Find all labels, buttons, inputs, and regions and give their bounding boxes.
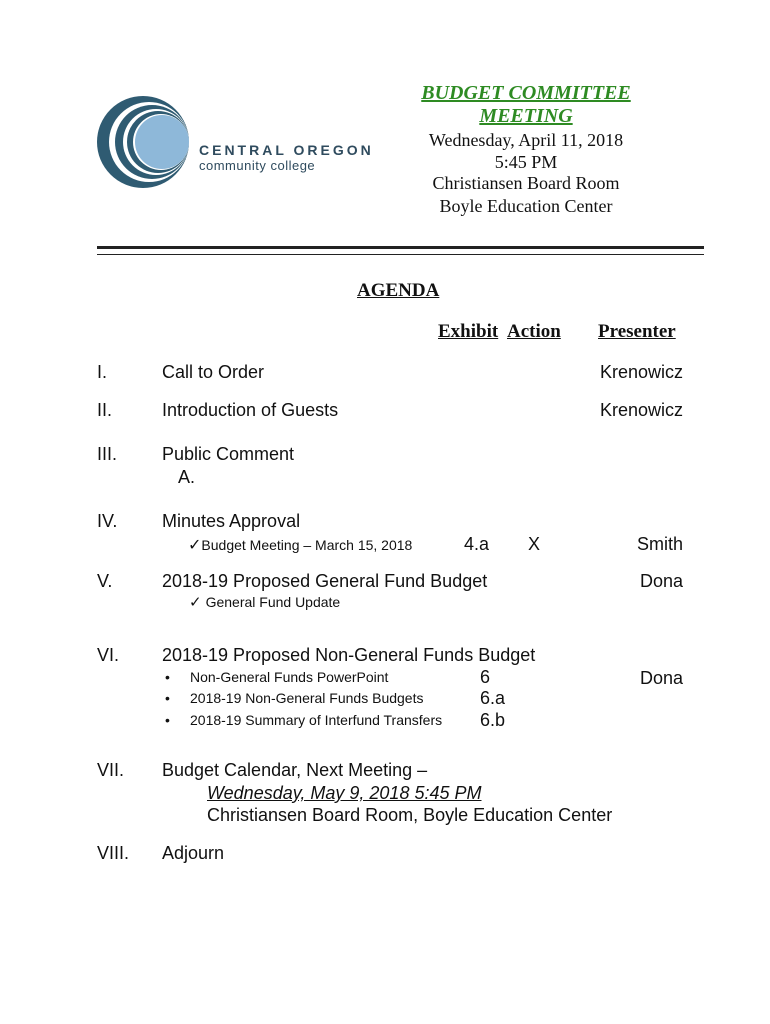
title-line-1: BUDGET COMMITTEE [421,82,631,104]
item-presenter: Krenowicz [599,400,683,420]
next-meeting-date: Wednesday, May 9, 2018 5:45 PM [207,783,482,803]
sub-item-text: General Fund Update [205,594,341,610]
column-presenter: Presenter [598,321,676,342]
item-presenter: Smith [636,534,683,554]
item-title: Minutes Approval [162,511,301,531]
item-presenter: Dona [639,571,683,591]
logo-circles-icon [97,92,197,192]
sub-item-text: Budget Meeting – March 15, 2018 [201,537,413,553]
bullet-exhibit: 6 [480,667,491,687]
item-title: Call to Order [162,362,265,382]
check-icon: ✓ [188,535,202,554]
college-logo [97,92,374,192]
header-divider-thick [97,246,704,249]
item-action: X [528,534,541,554]
logo-text-community-college: community college [199,158,316,173]
item-number: VI. [97,645,120,665]
item-title: 2018-19 Proposed Non-General Funds Budget [162,645,536,665]
item-number: IV. [97,511,118,531]
agenda-heading: AGENDA [357,280,440,301]
item-number: III. [97,444,118,464]
item-sub: A. [178,467,196,487]
column-action: Action [507,321,561,342]
item-title: 2018-19 Proposed General Fund Budget [162,571,488,591]
bullet-text: Non-General Funds PowerPoint [190,669,389,685]
bullet-item [165,690,424,706]
item-title: Adjourn [162,843,225,863]
bullet-exhibit: 6.a [480,688,506,708]
item-number: I. [97,362,108,382]
bullet-text: 2018-19 Summary of Interfund Transfers [190,712,443,728]
item-presenter: Krenowicz [599,362,683,382]
sub-item-check [189,593,340,611]
bullet-icon: • [165,690,170,706]
next-meeting-place: Christiansen Board Room, Boyle Education Center [207,805,613,825]
item-number: V. [97,571,113,591]
sub-item-check [188,535,412,554]
header-divider-thin [97,254,704,255]
bullet-item [165,669,389,685]
meeting-room: Christiansen Board Room [432,173,620,193]
item-number: VIII. [97,843,130,863]
item-title: Public Comment [162,444,295,464]
logo-text-central-oregon: CENTRAL OREGON [199,142,374,158]
item-presenter: Dona [639,668,683,688]
bullet-icon: • [165,712,170,728]
item-exhibit: 4.a [464,534,490,554]
bullet-exhibit: 6.b [480,710,506,730]
item-number: II. [97,400,113,420]
item-title: Budget Calendar, Next Meeting – [162,760,428,780]
meeting-title [376,82,676,128]
column-exhibit: Exhibit [438,321,499,342]
meeting-time: 5:45 PM [494,152,558,172]
bullet-text: 2018-19 Non-General Funds Budgets [190,690,424,706]
meeting-date: Wednesday, April 11, 2018 [428,130,624,150]
meeting-building: Boyle Education Center [439,196,613,216]
bullet-icon: • [165,669,170,685]
bullet-item [165,712,443,728]
check-icon: ✓ [189,593,202,611]
title-line-2: MEETING [479,105,573,127]
item-number: VII. [97,760,125,780]
item-title: Introduction of Guests [162,400,339,420]
